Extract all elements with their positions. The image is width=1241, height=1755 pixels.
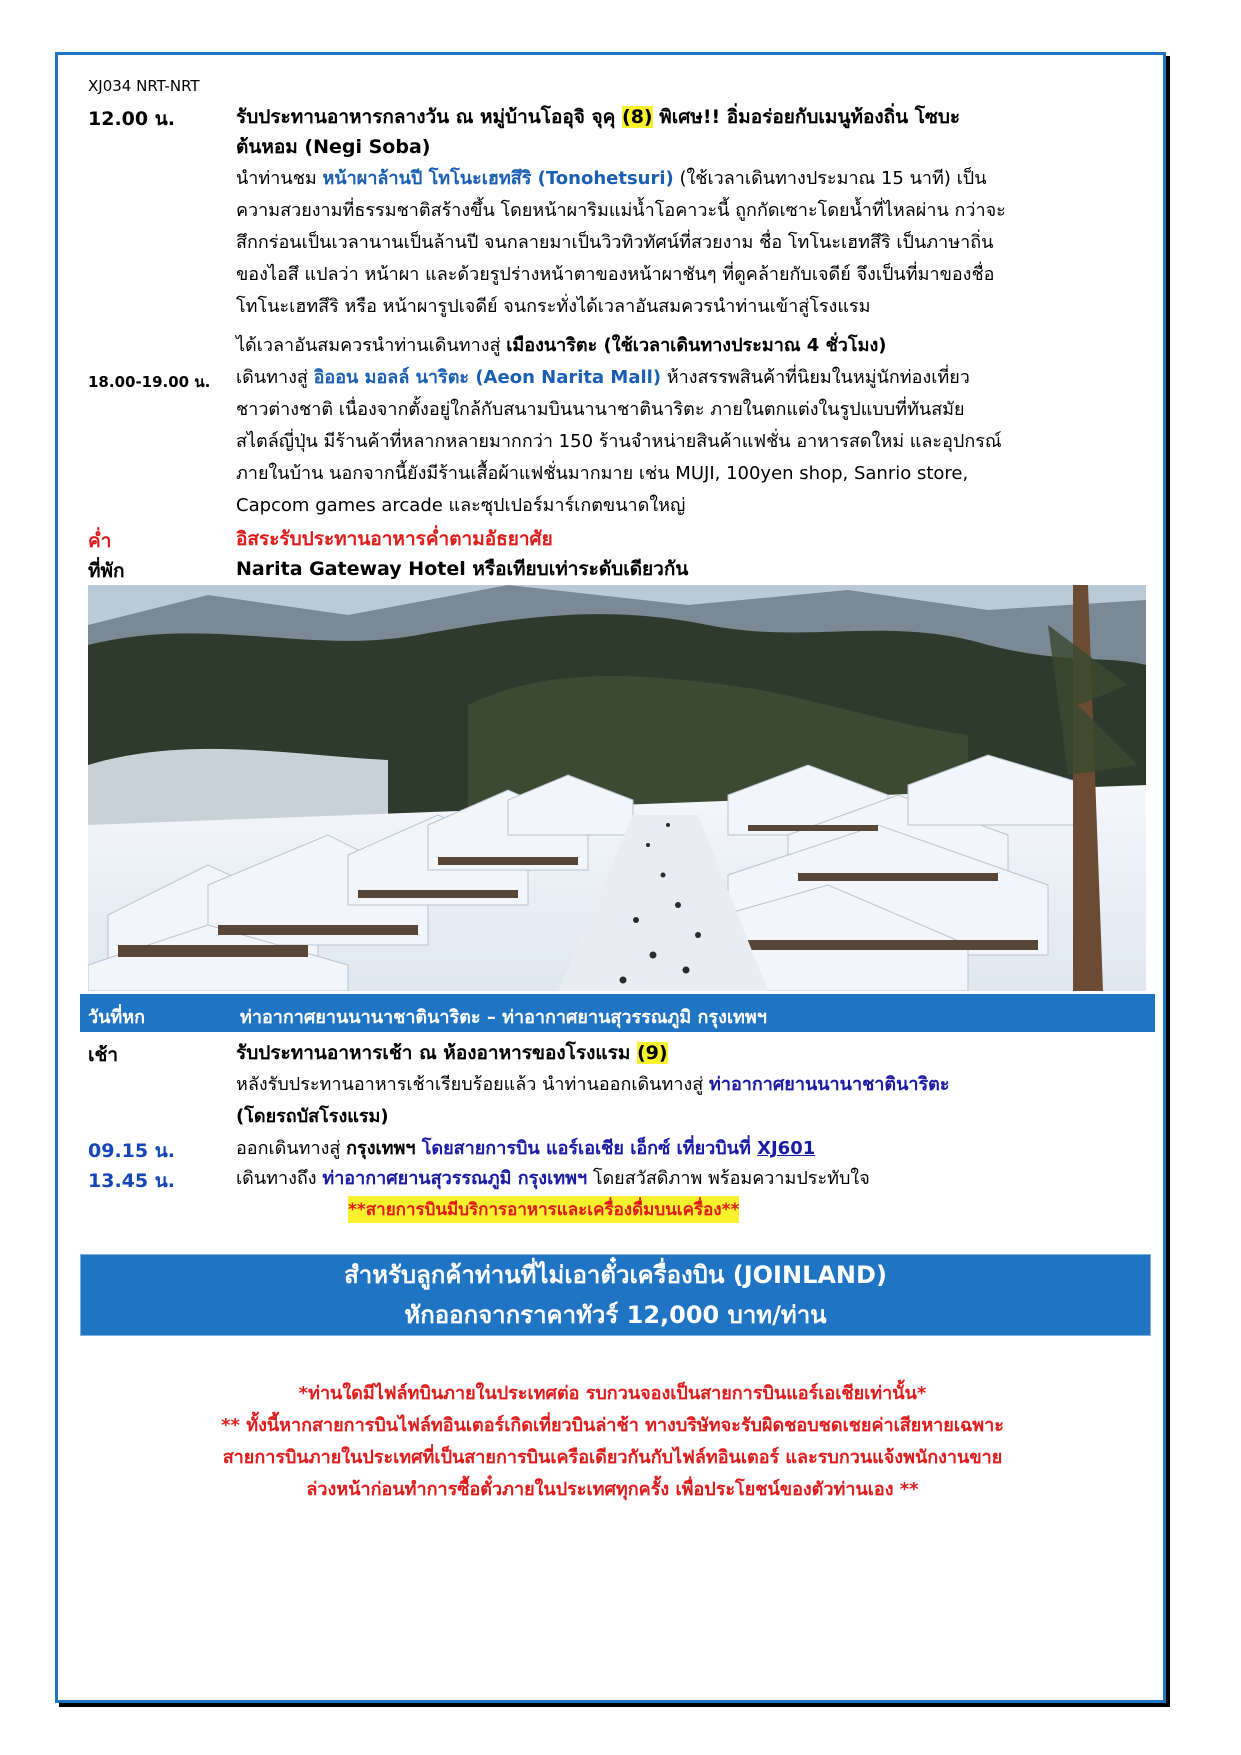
dinner-label: ค่ำ [88, 530, 112, 552]
noon-title [236, 106, 960, 128]
place-narita-airport: ท่าอากาศยานนานาชาตินาริตะ [708, 1074, 950, 1095]
noon-travel-b: เมืองนาริตะ (ใช้เวลาเดินทางประมาณ 4 ชั่วโมง) [506, 335, 887, 356]
noon-title-a: รับประทานอาหารกลางวัน ณ หมู่บ้านโออุจิ จุคุ [236, 106, 623, 128]
noon-travel [236, 335, 886, 357]
noon-desc-5: โทโนะเฮทสึริ หรือ หน้าผารูปเจดีย์ จนกระทั่งได้เวลาอันสมควรนำท่านเข้าสู่โรงแรม [236, 296, 871, 317]
evening-line-1 [236, 367, 970, 389]
hotel-name: Narita Gateway Hotel [236, 558, 466, 580]
evening-line-3: สไตล์ญี่ปุ่น มีร้านค้าที่หลากหลายมากกว่า 150 ร้านจำหน่ายสินค้าแฟชั่น อาหารสดใหม่ และอุปกรณ์ [236, 431, 1002, 452]
hotel-note: หรือเทียบเท่าระดับเดียวกัน [465, 558, 689, 580]
time-noon: 12.00 น. [88, 108, 175, 130]
snow-village-illustration [88, 585, 1146, 991]
noon-desc-1a: นำท่านชม [236, 168, 323, 189]
time-departure: 09.15 น. [88, 1140, 175, 1162]
warning-line-1: *ท่านใดมีไฟล์ทบินภายในประเทศต่อ รบกวนจองเป็นสายการบินแอร์เอเชียเท่านั้น* [298, 1383, 927, 1404]
departure-city: กรุงเทพฯ [346, 1138, 422, 1159]
noon-desc-3: สึกกร่อนเป็นเวลานานเป็นล้านปี จนกลายมาเป็นวิวทิวทัศน์ที่สวยงาม ชื่อ โทโนะเฮทสึริ เป็นภาษาถิ่น [236, 232, 994, 253]
tour-code: XJ034 NRT-NRT [88, 77, 200, 95]
departure-a: ออกเดินทางสู่ [236, 1138, 347, 1159]
noon-title-b: พิเศษ!! อิ่มอร่อยกับเมนูท้องถิ่น โซบะ [652, 106, 961, 128]
after-breakfast-a: หลังรับประทานอาหารเช้าเรียบร้อยแล้ว นำท่านออกเดินทางสู่ [236, 1074, 709, 1095]
snow-village-photo [88, 585, 1146, 991]
place-tonohetsuri: หน้าผาล้านปี โทโนะเฮทสึริ (Tonohetsuri) [322, 168, 674, 189]
departure-line [236, 1138, 815, 1160]
time-arrival: 13.45 น. [88, 1170, 175, 1192]
noon-desc-2: ความสวยงามที่ธรรมชาติสร้างขึ้น โดยหน้าผาริมแม่น้ำโอคาวะนี้ ถูกกัดเซาะโดยน้ำที่ไหลผ่าน กว่าจะ [236, 200, 1006, 221]
evening-line-5: Capcom games arcade และซุปเปอร์มาร์เกตขนาดใหญ่ [236, 495, 686, 516]
breakfast-text-a: รับประทานอาหารเช้า ณ ห้องอาหารของโรงแรม [236, 1042, 637, 1064]
evening-line-2: ชาวต่างชาติ เนื่องจากตั้งอยู่ใกล้กับสนามบินนานาชาตินาริตะ ภายในตกแต่งในรูปแบบที่ทันสมัย [236, 399, 965, 420]
noon-desc-4: ของไอสึ แปลว่า หน้าผา และด้วยรูปร่างหน้าตาของหน้าผาชันๆ ที่ดูคล้ายกับเจดีย์ จึงเป็นที่มาของชื่อ [236, 264, 995, 285]
time-evening: 18.00-19.00 น. [88, 373, 211, 391]
evening-line-1a: เดินทางสู่ [236, 367, 314, 388]
stay-label: ที่พัก [88, 560, 125, 582]
warning-line-3: สายการบินภายในประเทศที่เป็นสายการบินเครือเดียวกันกับไฟล์ทอินเตอร์ และรบกวนแจ้งพนักงานขาย [222, 1447, 1003, 1468]
inflight-service-note: **สายการบินมีบริการอาหารและเครื่องดื่มบนเครื่อง** [348, 1196, 739, 1223]
evening-line-4: ภายในบ้าน นอกจากนี้ยังมีร้านเสื้อผ้าแฟชั่นมากมาย เช่น MUJI, 100yen shop, Sanrio store, [236, 463, 969, 484]
day-six-band [80, 994, 1155, 1032]
breakfast-label: เช้า [88, 1044, 119, 1066]
joinland-line-1: สำหรับลูกค้าท่านที่ไม่เอาตั๋วเครื่องบิน (JOINLAND) [344, 1261, 887, 1289]
day-six-route: ท่าอากาศยานนานาชาตินาริตะ – ท่าอากาศยานสุวรรณภูมิ กรุงเทพฯ [240, 1007, 767, 1028]
joinland-box [80, 1254, 1151, 1336]
warning-line-2: ** ทั้งนี้หากสายการบินไฟล์ทอินเตอร์เกิดเที่ยวบินล่าช้า ทางบริษัทจะรับผิดชอบชดเชยค่าเสียหายเฉพาะ [221, 1415, 1004, 1436]
noon-title-line2: ต้นหอม (Negi Soba) [236, 136, 431, 158]
day-six-label: วันที่หก [88, 1007, 146, 1028]
after-breakfast-line [236, 1074, 950, 1096]
place-suvarnabhumi: ท่าอากาศยานสุวรรณภูมิ กรุงเทพฯ [322, 1168, 588, 1189]
warning-line-4: ล่วงหน้าก่อนทำการซื้อตั๋วภายในประเทศทุกครั้ง เพื่อประโยชน์ของตัวท่านเอง ** [306, 1479, 919, 1500]
breakfast-text [236, 1042, 668, 1064]
noon-desc-1 [236, 168, 987, 190]
noon-travel-a: ได้เวลาอันสมควรนำท่านเดินทางสู่ [236, 335, 507, 356]
meal-badge: (8) [622, 106, 653, 128]
breakfast-meal-badge: (9) [636, 1042, 668, 1064]
hotel-bus-note: (โดยรถบัสโรงแรม) [236, 1106, 389, 1127]
joinland-line-2: หักออกจากราคาทัวร์ 12,000 บาท/ท่าน [404, 1301, 827, 1329]
noon-desc-1b: (ใช้เวลาเดินทางประมาณ 15 นาที) เป็น [673, 168, 987, 189]
airline-text: โดยสายการบิน แอร์เอเชีย เอ็กซ์ เที่ยวบินที่ [421, 1138, 758, 1159]
arrival-a: เดินทางถึง [236, 1168, 323, 1189]
stay-text [236, 558, 688, 580]
dinner-text: อิสระรับประทานอาหารค่ำตามอัธยาศัย [236, 528, 553, 550]
flight-number-link[interactable]: XJ601 [757, 1138, 816, 1159]
evening-line-1b: ห้างสรรพสินค้าที่นิยมในหมู่นักท่องเที่ยว [661, 367, 970, 388]
place-aeon-mall: อิออน มอลล์ นาริตะ (Aeon Narita Mall) [313, 367, 662, 388]
arrival-line [236, 1168, 870, 1190]
arrival-b: โดยสวัสดิภาพ พร้อมความประทับใจ [587, 1168, 870, 1189]
